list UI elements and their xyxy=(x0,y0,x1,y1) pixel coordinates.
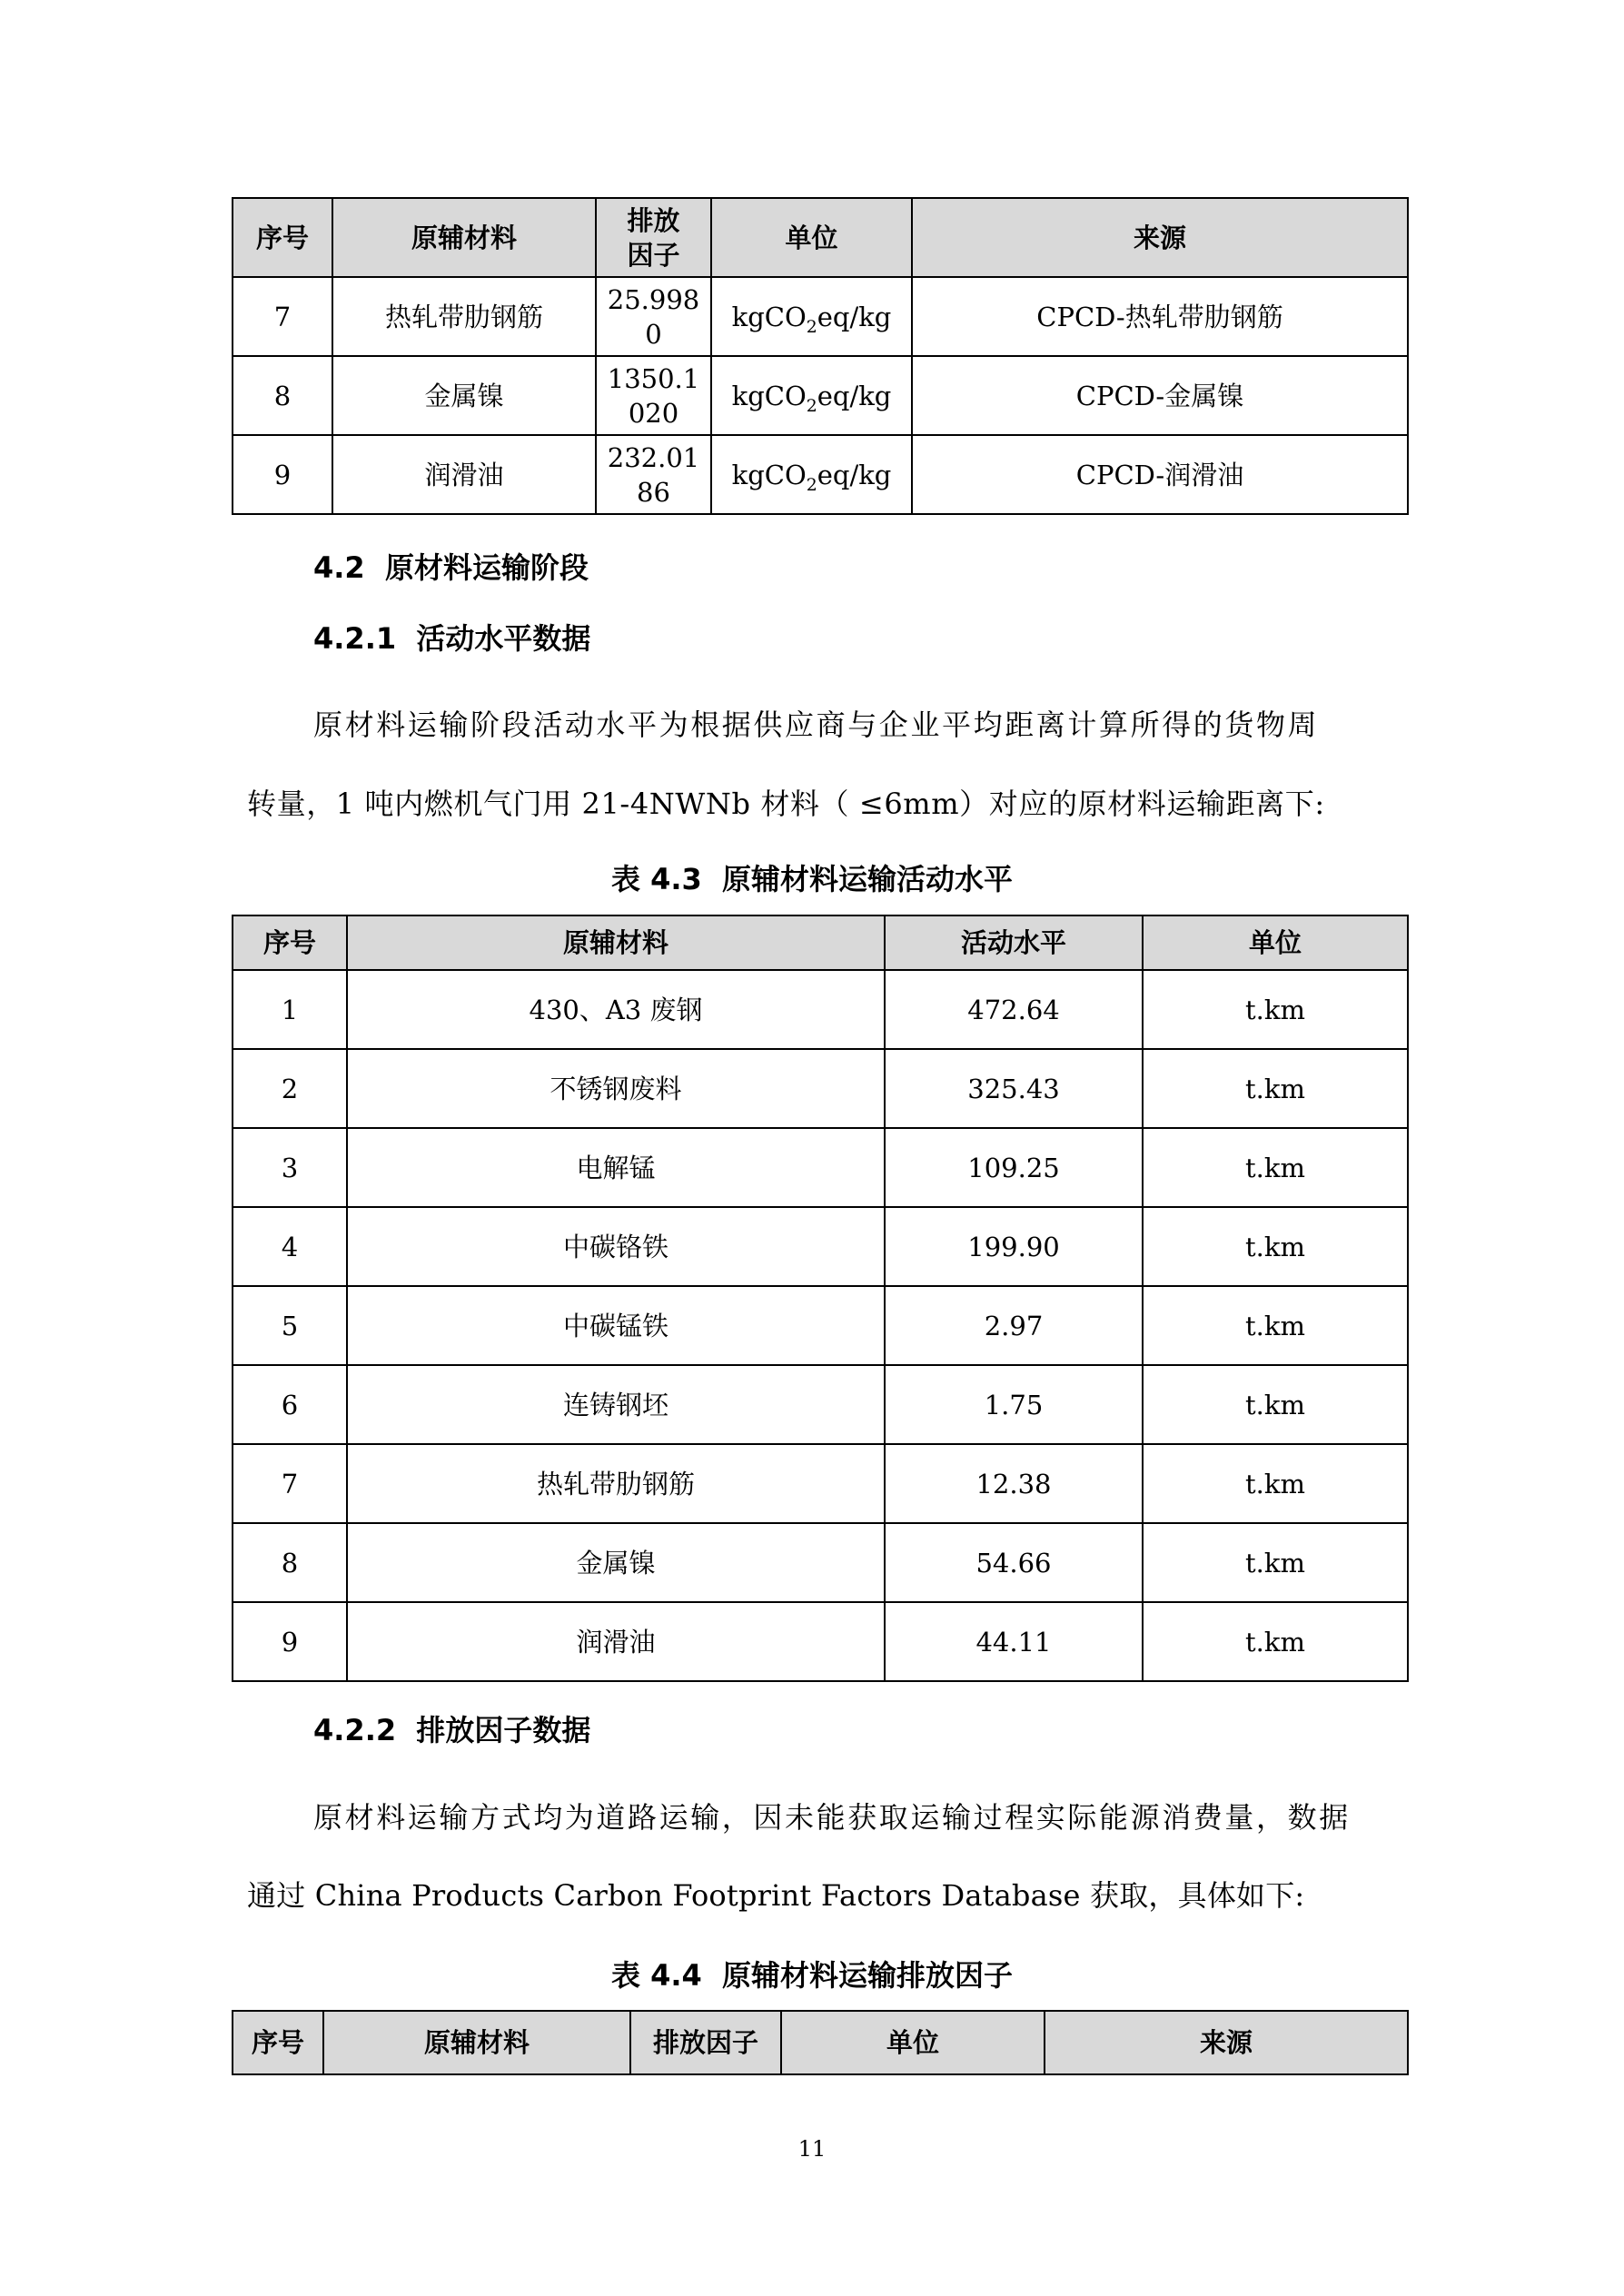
cell-unit: t.km xyxy=(1143,1286,1408,1365)
cell-factor: 25.998 0 xyxy=(596,277,711,356)
cell-activity: 109.25 xyxy=(885,1128,1143,1207)
cell-unit: t.km xyxy=(1143,1365,1408,1444)
table-row xyxy=(233,1365,1408,1444)
cell-material: 热轧带肋钢筋 xyxy=(347,1444,885,1523)
cell-material: 热轧带肋钢筋 xyxy=(332,277,596,356)
header-unit: 单位 xyxy=(781,2011,1045,2074)
cell-activity: 44.11 xyxy=(885,1602,1143,1681)
cell-material: 430、A3 废钢 xyxy=(347,970,885,1049)
cell-no: 9 xyxy=(233,1602,347,1681)
cell-source: CPCD-金属镍 xyxy=(912,356,1408,435)
table-row xyxy=(233,1523,1408,1602)
paragraph-2-line-2: 通过 China Products Carbon Footprint Factors Database 获取，具体如下: xyxy=(247,1878,1305,1913)
cell-activity: 325.43 xyxy=(885,1049,1143,1128)
section-heading-4-2-2: 4.2.2 排放因子数据 xyxy=(313,1713,591,1747)
section-heading-4-2: 4.2 原材料运输阶段 xyxy=(313,550,589,585)
table-header-row xyxy=(233,198,1408,277)
header-source: 来源 xyxy=(912,198,1408,277)
cell-source: CPCD-热轧带肋钢筋 xyxy=(912,277,1408,356)
table-row xyxy=(233,277,1408,356)
cell-activity: 2.97 xyxy=(885,1286,1143,1365)
cell-material: 润滑油 xyxy=(332,435,596,514)
cell-no: 3 xyxy=(233,1128,347,1207)
cell-no: 8 xyxy=(233,356,332,435)
cell-material: 中碳铬铁 xyxy=(347,1207,885,1286)
cell-activity: 472.64 xyxy=(885,970,1143,1049)
emission-factor-table-continued xyxy=(232,197,1409,515)
cell-no: 2 xyxy=(233,1049,347,1128)
header-source: 来源 xyxy=(1045,2011,1408,2074)
header-no: 序号 xyxy=(233,198,332,277)
cell-factor: 232.01 86 xyxy=(596,435,711,514)
table-row xyxy=(233,1207,1408,1286)
cell-no: 4 xyxy=(233,1207,347,1286)
header-material: 原辅材料 xyxy=(323,2011,630,2074)
table-row xyxy=(233,970,1408,1049)
page-number: 11 xyxy=(797,2136,827,2162)
table-caption-4-3: 表 4.3 原辅材料运输活动水平 xyxy=(610,862,1014,896)
cell-unit: t.km xyxy=(1143,1207,1408,1286)
paragraph-2-line-1: 原材料运输方式均为道路运输，因未能获取运输过程实际能源消费量，数据 xyxy=(313,1800,1351,1835)
table-row xyxy=(233,356,1408,435)
cell-no: 7 xyxy=(233,277,332,356)
cell-no: 9 xyxy=(233,435,332,514)
header-material: 原辅材料 xyxy=(347,915,885,970)
header-unit: 单位 xyxy=(711,198,912,277)
header-activity: 活动水平 xyxy=(885,915,1143,970)
cell-no: 5 xyxy=(233,1286,347,1365)
paragraph-1-line-1: 原材料运输阶段活动水平为根据供应商与企业平均距离计算所得的货物周 xyxy=(313,708,1320,742)
cell-activity: 199.90 xyxy=(885,1207,1143,1286)
cell-material: 润滑油 xyxy=(347,1602,885,1681)
cell-no: 7 xyxy=(233,1444,347,1523)
table-row xyxy=(233,1444,1408,1523)
cell-material: 不锈钢废料 xyxy=(347,1049,885,1128)
cell-activity: 1.75 xyxy=(885,1365,1143,1444)
cell-unit: t.km xyxy=(1143,1049,1408,1128)
table-header-row xyxy=(233,915,1408,970)
section-heading-4-2-1: 4.2.1 活动水平数据 xyxy=(313,621,591,656)
transport-emission-factor-table xyxy=(232,2010,1409,2075)
cell-unit: kgCO$_2$eq/kg xyxy=(711,356,912,435)
table-row xyxy=(233,1286,1408,1365)
table-row xyxy=(233,1128,1408,1207)
cell-no: 1 xyxy=(233,970,347,1049)
transport-activity-table xyxy=(232,915,1409,1682)
cell-factor: 1350.1 020 xyxy=(596,356,711,435)
cell-unit: t.km xyxy=(1143,1523,1408,1602)
header-unit: 单位 xyxy=(1143,915,1408,970)
header-factor: 排放因子 xyxy=(630,2011,781,2074)
table-caption-4-4: 表 4.4 原辅材料运输排放因子 xyxy=(610,1958,1014,1993)
cell-unit: t.km xyxy=(1143,1128,1408,1207)
paragraph-1-line-2: 转量，1 吨内燃机气门用 21-4NWNb 材料（ ≤6mm）对应的原材料运输距离下: xyxy=(247,787,1325,821)
cell-no: 6 xyxy=(233,1365,347,1444)
table-row xyxy=(233,1049,1408,1128)
cell-material: 金属镍 xyxy=(347,1523,885,1602)
header-no: 序号 xyxy=(233,2011,323,2074)
cell-unit: t.km xyxy=(1143,1602,1408,1681)
cell-activity: 12.38 xyxy=(885,1444,1143,1523)
cell-unit: kgCO$_2$eq/kg xyxy=(711,435,912,514)
cell-source: CPCD-润滑油 xyxy=(912,435,1408,514)
cell-activity: 54.66 xyxy=(885,1523,1143,1602)
table-row xyxy=(233,1602,1408,1681)
cell-material: 中碳锰铁 xyxy=(347,1286,885,1365)
cell-unit: kgCO$_2$eq/kg xyxy=(711,277,912,356)
header-no: 序号 xyxy=(233,915,347,970)
cell-no: 8 xyxy=(233,1523,347,1602)
header-factor: 排放 因子 xyxy=(596,198,711,277)
cell-material: 电解锰 xyxy=(347,1128,885,1207)
cell-material: 金属镍 xyxy=(332,356,596,435)
cell-material: 连铸钢坯 xyxy=(347,1365,885,1444)
table-row xyxy=(233,435,1408,514)
table-header-row xyxy=(233,2011,1408,2074)
cell-unit: t.km xyxy=(1143,970,1408,1049)
header-material: 原辅材料 xyxy=(332,198,596,277)
cell-unit: t.km xyxy=(1143,1444,1408,1523)
